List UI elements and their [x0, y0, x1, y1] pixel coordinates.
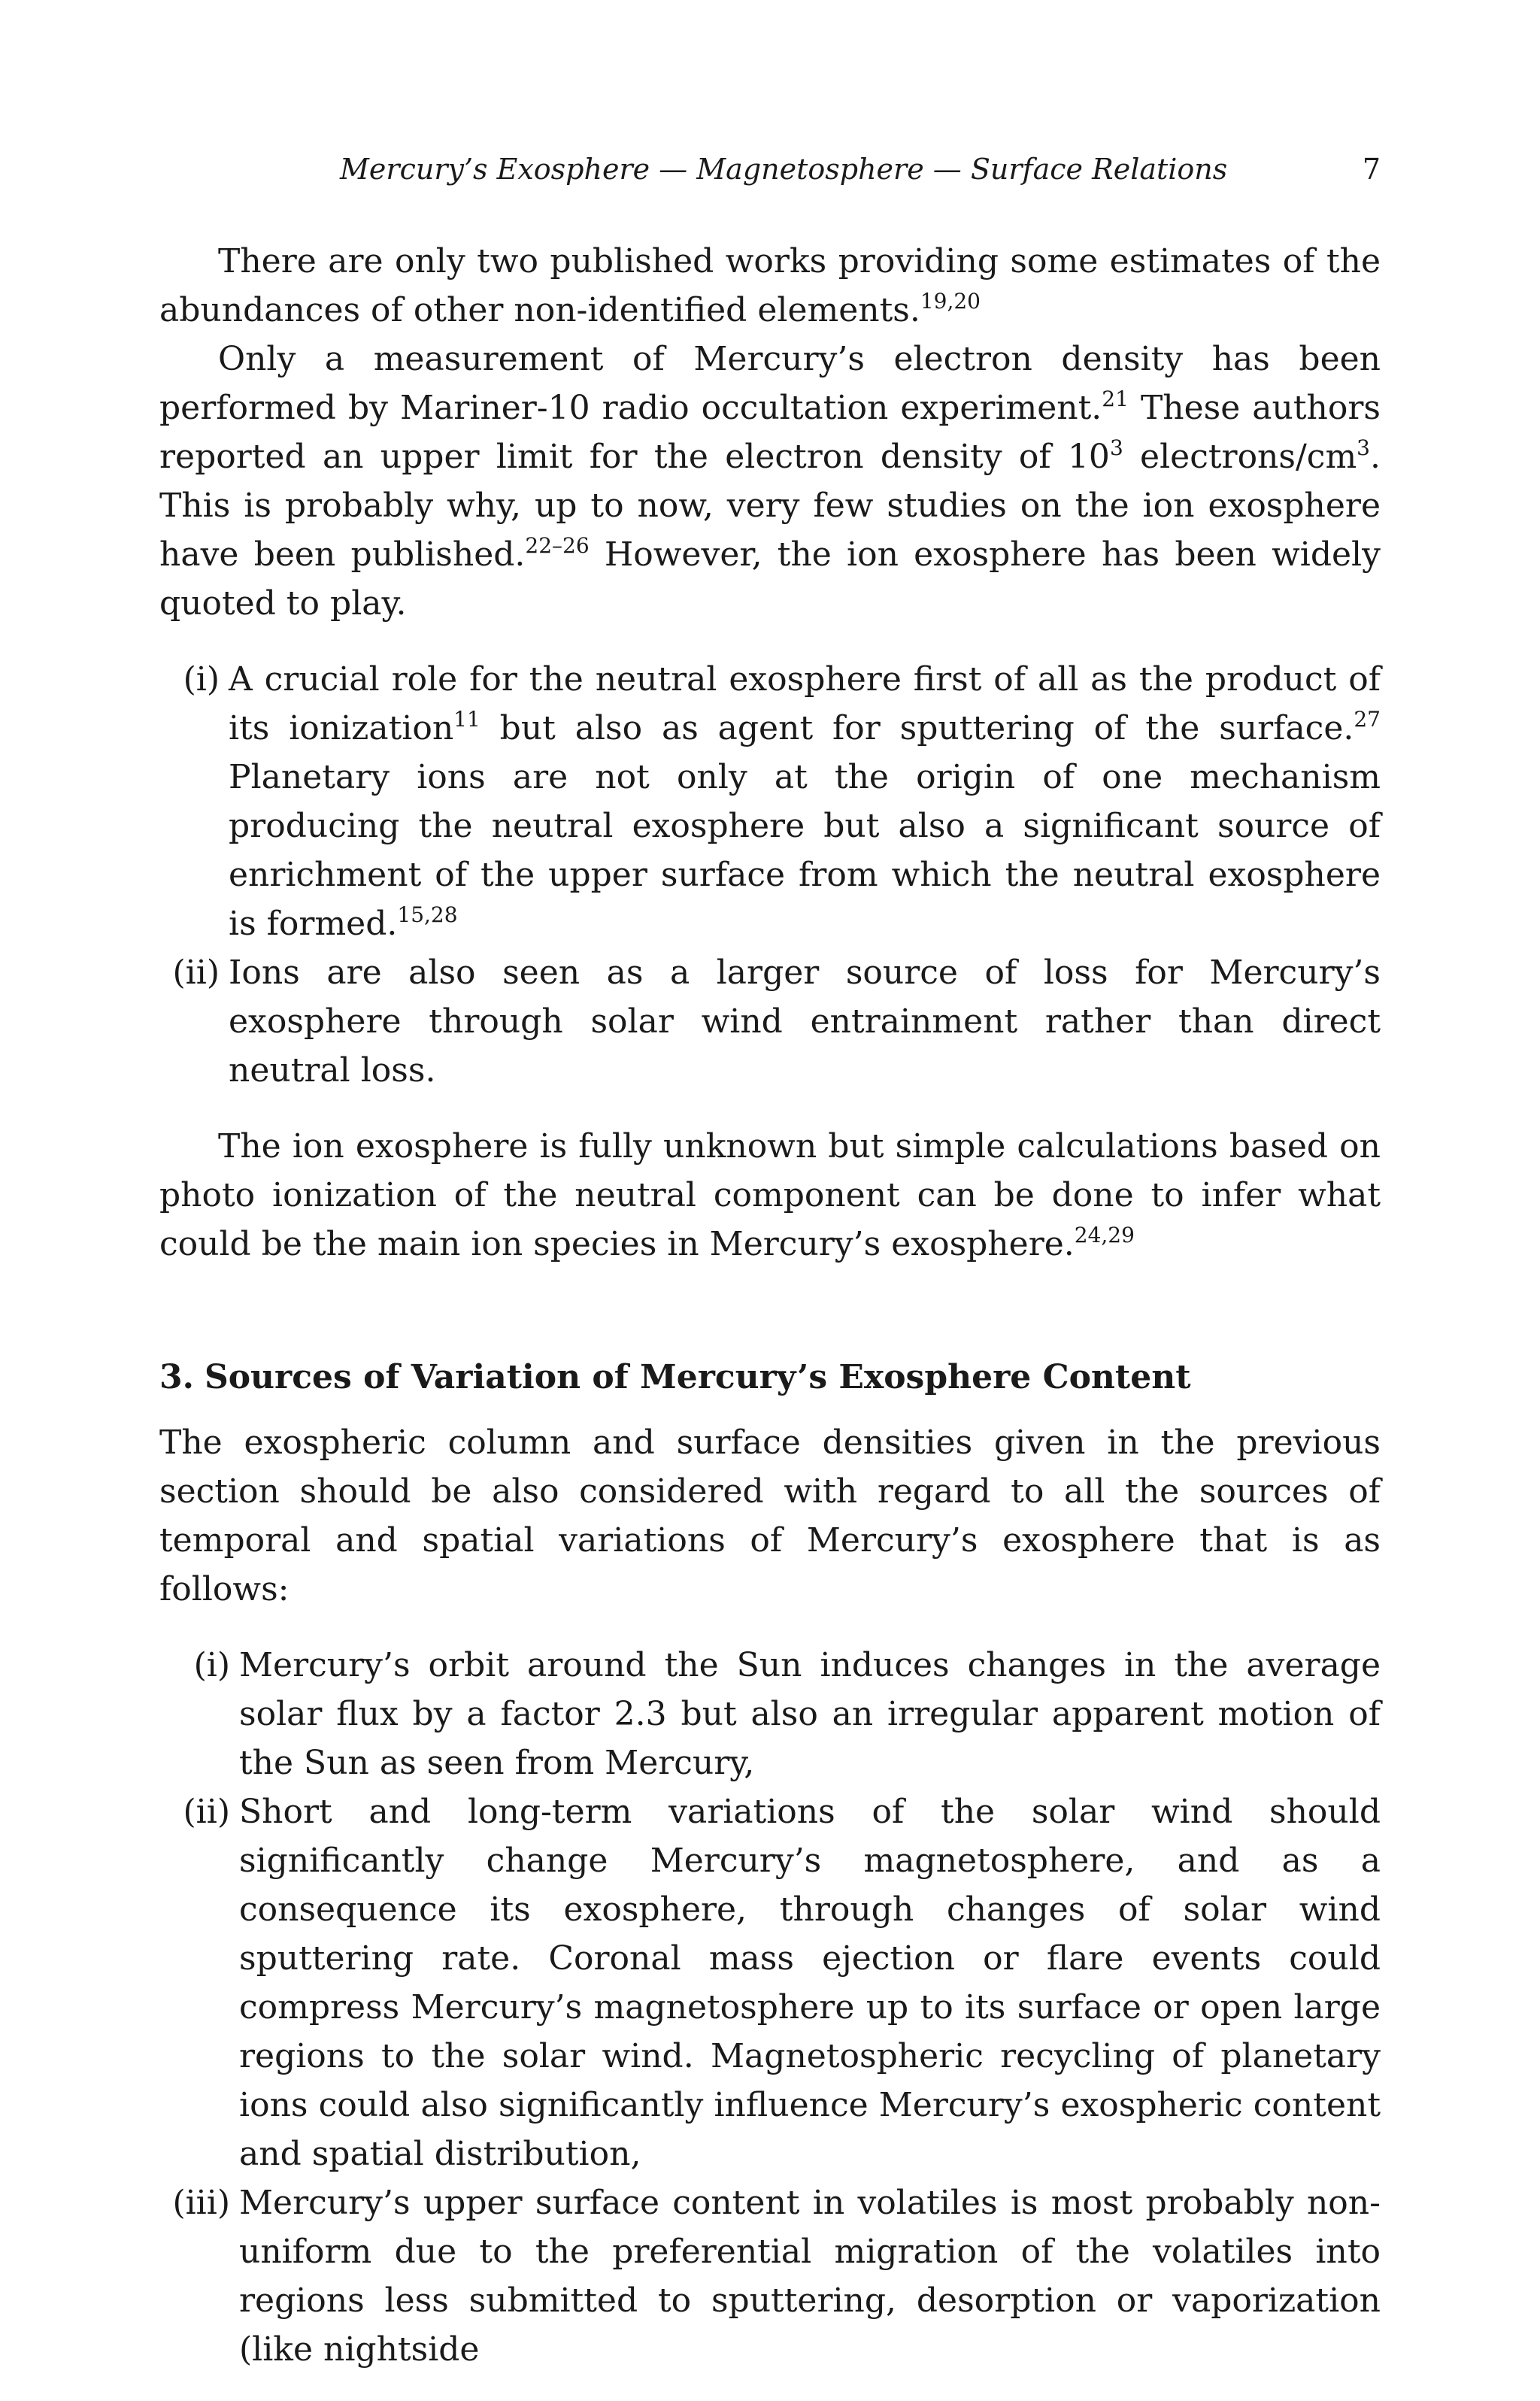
list-item [159, 655, 1381, 948]
page-number: 7 [1362, 153, 1381, 186]
list-item [159, 2178, 1381, 2374]
list-marker: (ii) [183, 1793, 230, 1831]
list-item-text: Mercury’s upper surface content in volatiles is most probably non-uniform due to the preferential migration of the volatiles into regions less submitted to sputtering, desorption or vaporization (like nightside [239, 2184, 1381, 2369]
paragraph-text: electrons/cm [1123, 438, 1357, 476]
list-item-text: but also as agent for sputtering of the surface. [480, 709, 1354, 747]
list-marker: (ii) [172, 953, 220, 992]
list-item-text: Mercury’s orbit around the Sun induces changes in the average solar flux by a factor 2.3 but also an irregular apparent motion of the Sun as seen from Mercury, [239, 1646, 1381, 1782]
list-item [159, 948, 1381, 1095]
citation: 19,20 [920, 289, 981, 314]
paragraph-text: The ion exosphere is fully unknown but simple calculations based on photo ionization of the neutral component can be done to infer what could be the main ion species in Mercury’s exosphere. [159, 1127, 1381, 1263]
list-item [159, 1641, 1381, 1787]
list-item [159, 1787, 1381, 2178]
list-item-text: Planetary ions are not only at the origin of one mechanism producing the neutral exosphere but also a significant source of enrichment of the upper surface from which the neutral exosphere is formed. [229, 758, 1381, 943]
running-head-title: Mercury’s Exosphere — Magnetosphere — Surface Relations [340, 153, 1228, 186]
citation: 21 [1102, 387, 1129, 411]
ion-roles-list [159, 655, 1381, 1095]
paragraph-electron-density [159, 335, 1381, 628]
citation: 22–26 [525, 533, 590, 558]
exponent: 3 [1357, 435, 1370, 460]
paragraph-text: . This is probably why, up to now, very few studies on the ion exosphere have been published. [159, 438, 1381, 574]
paragraph-text: These authors reported an upper limit for the electron density of 10 [159, 389, 1381, 476]
page [159, 147, 1381, 2401]
section-intro-paragraph: The exospheric column and surface densities given in the previous section should be also considered with regard to all the sources of temporal and spatial variations of Mercury’s exosphere that is as follows: [159, 1423, 1381, 1608]
citation: 27 [1354, 707, 1381, 732]
paragraph-published-works [159, 237, 1381, 335]
section-number: 3. [159, 1358, 194, 1396]
paragraph-text: Only a measurement of Mercury’s electron density has been performed by Mariner-10 radio occultation experiment. [159, 340, 1381, 427]
variation-sources-list [159, 1641, 1381, 2374]
section-heading [159, 1353, 1381, 1402]
exponent: 3 [1109, 435, 1123, 460]
citation: 24,29 [1074, 1223, 1135, 1247]
list-marker: (iii) [172, 2184, 230, 2222]
citation: 11 [453, 707, 480, 732]
paragraph-ion-exosphere [159, 1122, 1381, 1269]
list-marker: (i) [183, 660, 220, 699]
running-head [159, 147, 1381, 192]
list-item-text: Ions are also seen as a larger source of loss for Mercury’s exosphere through solar wind entrainment rather than direct neutral loss. [229, 953, 1381, 1090]
citation: 15,28 [397, 902, 458, 927]
paragraph-text: However, the ion exosphere has been widely quoted to play. [159, 535, 1381, 623]
paragraph-text: There are only two published works providing some estimates of the abundances of other non-identified elements. [159, 242, 1381, 329]
list-marker: (i) [193, 1646, 230, 1684]
list-item-text: Short and long-term variations of the solar wind should significantly change Mercury’s magnetosphere, and as a consequence its exosphere, through changes of solar wind sputtering rate. Coronal mass ejection or flare events could compress Mercury’s magnetosphere up to its surface or open large regions to the solar wind. Magnetospheric recycling of planetary ions could also significantly influence Mercury’s exospheric content and spatial distribution, [239, 1793, 1381, 2173]
list-item-text: A crucial role for the neutral exosphere first of all as the product of its ionization [229, 660, 1381, 747]
section-title: Sources of Variation of Mercury’s Exosphere Content [204, 1358, 1191, 1396]
